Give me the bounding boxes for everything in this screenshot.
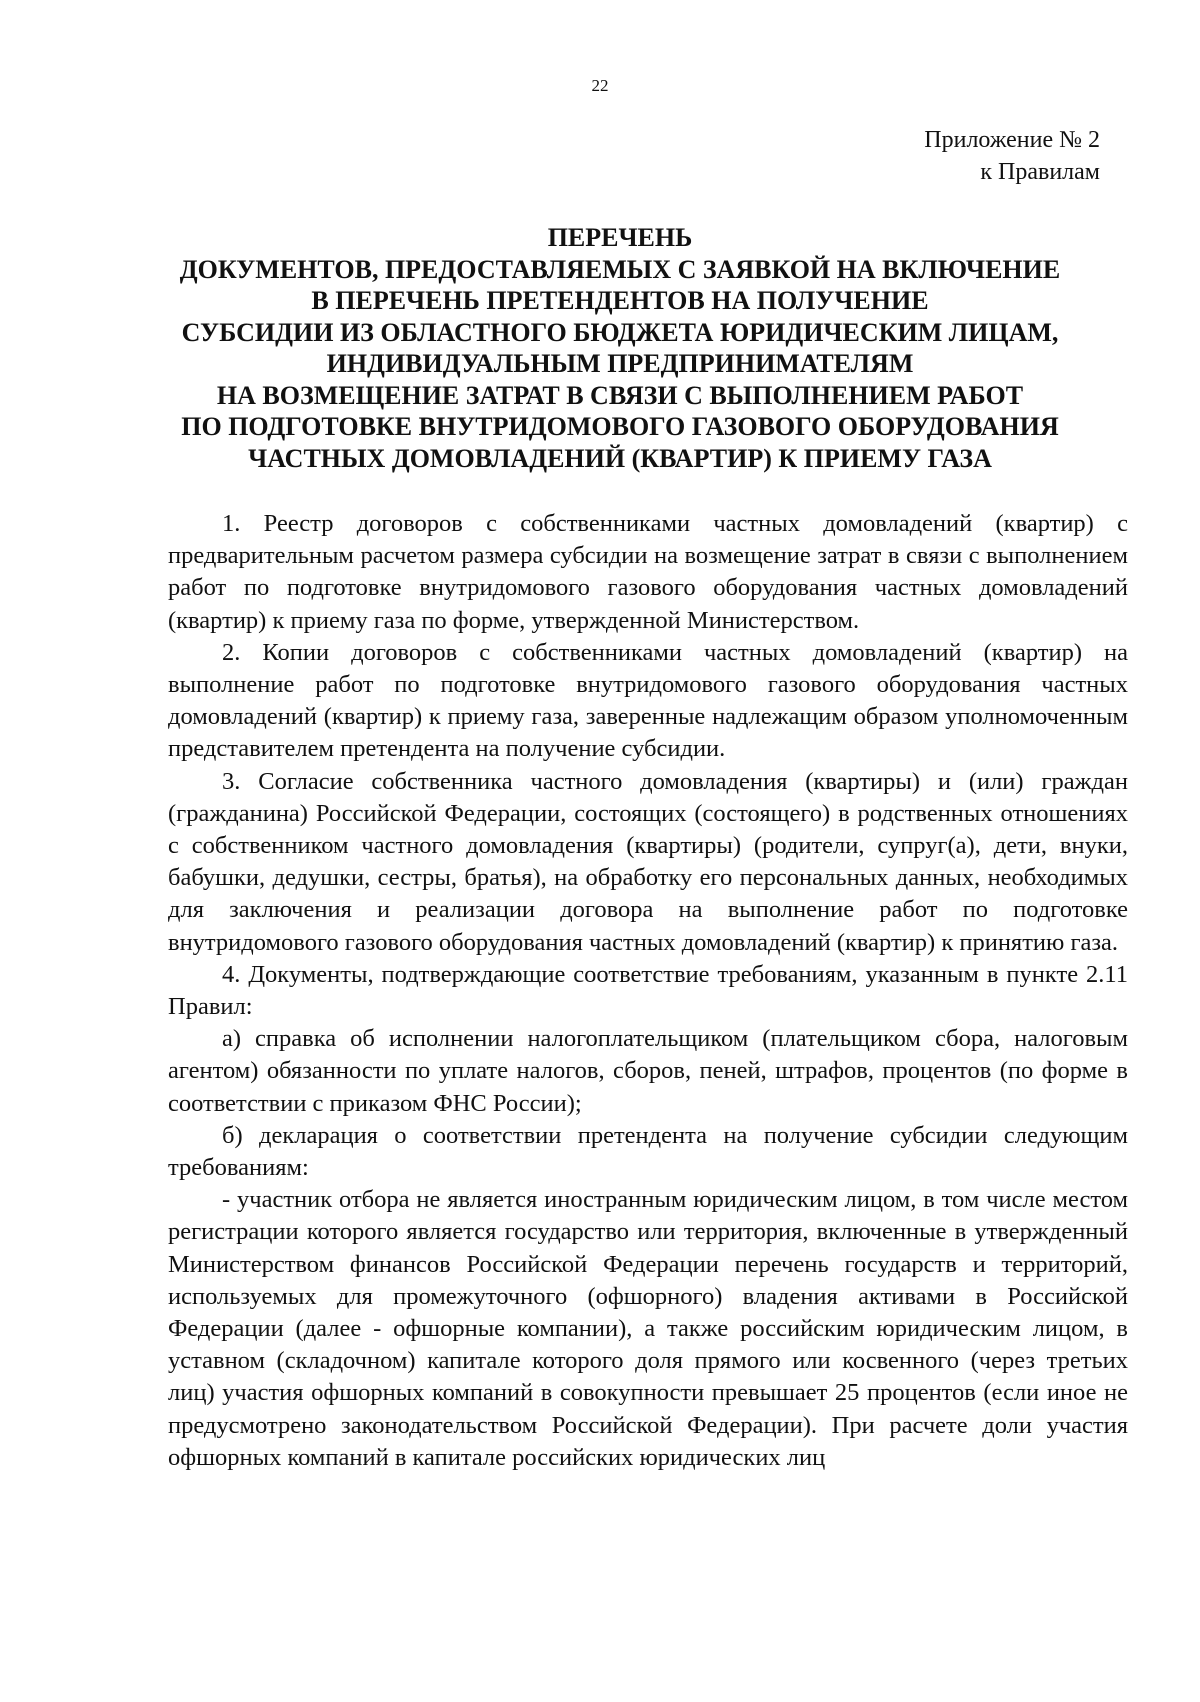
title-line: ДОКУМЕНТОВ, ПРЕДОСТАВЛЯЕМЫХ С ЗАЯВКОЙ НА ВКЛЮЧЕНИЕ — [179, 254, 1061, 284]
document-body — [168, 508, 1128, 1474]
paragraph-requirement: - участник отбора не является иностранным юридическим лицом, в том числе местом регистрации которого является государство или территория, включенные в утвержденный Министерством финансов Российской Федерации перечень государств и территорий, используемых для промежуточного (офшорного) владения активами в Российской Федерации (далее - офшорные компании), а также российским юридическим лицом, в уставном (складочном) капитале которого доля прямого или косвенного (через третьих лиц) участия офшорных компаний в совокупности превышает 25 процентов (если иное не предусмотрено законодательством Российской Федерации). При расчете доли участия офшорных компаний в капитале российских юридических лиц — [168, 1186, 1128, 1471]
appendix-label: Приложение № 2 — [924, 127, 1100, 153]
paragraph-item-1: 1. Реестр договоров с собственниками частных домовладений (квартир) с предварительным расчетом размера субсидии на возмещение затрат в связи с выполнением работ по подготовке внутридомового газового оборудования частных домовладений (квартир) к приему газа по форме, утвержденной Министерством. — [168, 510, 1128, 634]
title-line: ПО ПОДГОТОВКЕ ВНУТРИДОМОВОГО ГАЗОВОГО ОБОРУДОВАНИЯ — [181, 412, 1059, 441]
paragraph-item-3: 3. Согласие собственника частного домовладения (квартиры) и (или) граждан (гражданина) Российской Федерации, состоящих (состоящего) в родственных отношениях с собственником частного домовладения (квартиры) (родители, супруг(а), дети, внуки, бабушки, дедушки, сестры, братья), на обработку его персональных данных, необходимых для заключения и реализации договора на выполнение работ по подготовке внутридомового газового оборудования частных домовладений (квартир) к принятию газа. — [168, 767, 1128, 956]
paragraph-subitem-b: б) декларация о соответствии претендента на получение субсидии следующим требованиям: — [168, 1121, 1128, 1182]
paragraph-item-2: 2. Копии договоров с собственниками частных домовладений (квартир) на выполнение работ по подготовке внутридомового газового оборудования частных домовладений (квартир) к приему газа, заверенные надлежащим образом уполномоченным представителем претендента на получение субсидии. — [168, 638, 1128, 763]
appendix-rules-label: к Правилам — [980, 159, 1100, 185]
title-line: СУБСИДИИ ИЗ ОБЛАСТНОГО БЮДЖЕТА ЮРИДИЧЕСКИМ ЛИЦАМ, — [181, 317, 1059, 347]
title-line: ЧАСТНЫХ ДОМОВЛАДЕНИЙ (КВАРТИР) К ПРИЕМУ ГАЗА — [248, 443, 992, 473]
title-line: НА ВОЗМЕЩЕНИЕ ЗАТРАТ В СВЯЗИ С ВЫПОЛНЕНИЕМ РАБОТ — [216, 380, 1024, 410]
page-number: 22 — [591, 76, 609, 95]
paragraph-subitem-a: а) справка об исполнении налогоплательщиком (плательщиком сбора, налоговым агентом) обязанности по уплате налогов, сборов, пеней, штрафов, процентов (по форме в соответствии с приказом ФНС России); — [168, 1025, 1128, 1117]
title-line: ПЕРЕЧЕНЬ — [547, 223, 693, 252]
document-title — [140, 222, 1100, 474]
title-line: ИНДИВИДУАЛЬНЫМ ПРЕДПРИНИМАТЕЛЯМ — [326, 349, 914, 378]
appendix-reference — [924, 124, 1100, 188]
title-line: В ПЕРЕЧЕНЬ ПРЕТЕНДЕНТОВ НА ПОЛУЧЕНИЕ — [311, 286, 929, 315]
paragraph-item-4: 4. Документы, подтверждающие соответствие требованиям, указанным в пункте 2.11 Правил: — [168, 960, 1128, 1021]
